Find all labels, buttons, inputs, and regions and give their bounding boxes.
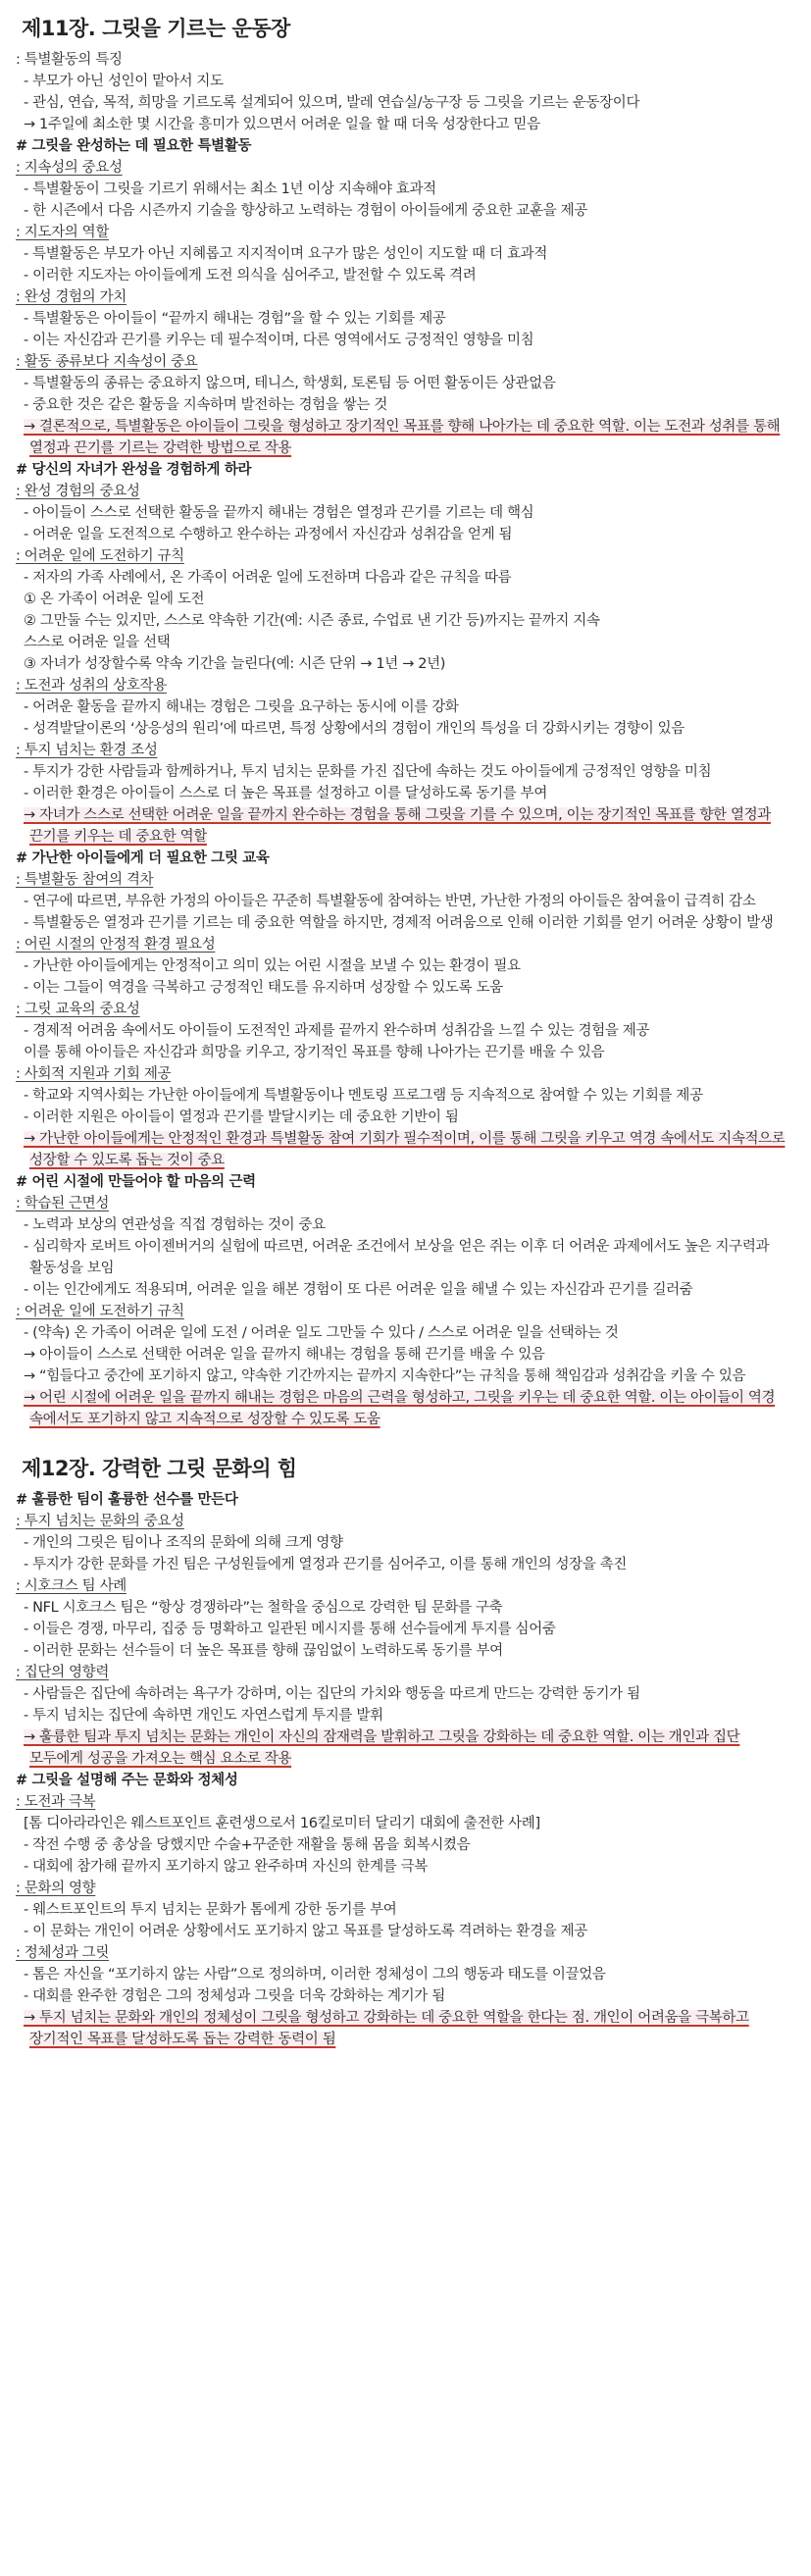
highlighted-conclusion-text: → 가난한 아이들에게는 안정적인 환경과 특별활동 참여 기회가 필수적이며, 이를 통해 그릿을 키우고 역경 속에서도 지속적으로 성장할 수 있도록 돕는 것이 중요	[24, 1131, 786, 1168]
bullet-line: - 경제적 어려움 속에서도 아이들이 도전적인 과제를 끝까지 완수하며 성취감을 느낄 수 있는 경험을 제공	[24, 1023, 650, 1039]
bullet-line: - 이러한 환경은 아이들이 스스로 더 높은 목표를 설정하고 이를 달성하도록 동기를 부여	[24, 786, 547, 801]
bullet-line: - 작전 수행 중 총상을 당했지만 수술+꾸준한 재활을 통해 몸을 회복시켰음	[24, 1837, 471, 1853]
subsection-label	[16, 545, 795, 567]
bullet-line: - 저자의 가족 사례에서, 온 가족이 어려운 일에 도전하며 다음과 같은 규칙을 따름	[24, 570, 512, 586]
chapter-title: 제11장. 그릿을 기르는 운동장	[22, 17, 290, 40]
bullet-line: - 학교와 지역사회는 가난한 아이들에게 특별활동이나 멘토링 프로그램 등 지속적으로 참여할 수 있는 기회를 제공	[24, 1088, 703, 1104]
bullet-line: - 아이들이 스스로 선택한 활동을 끝까지 해내는 경험은 열정과 끈기를 기르는 데 핵심	[24, 505, 534, 521]
bullet-line: - 특별활동이 그릿을 기르기 위해서는 최소 1년 이상 지속해야 효과적	[24, 181, 436, 197]
subsection-label-text: : 완성 경험의 중요성	[16, 484, 140, 499]
subsection-label	[16, 934, 795, 955]
section-heading: # 훌륭한 팀이 훌륭한 선수를 만든다	[16, 1492, 238, 1508]
subsection-label	[16, 1301, 795, 1322]
bullet-line: - 대회를 완주한 경험은 그의 정체성과 그릿을 더욱 강화하는 계기가 됨	[24, 1988, 445, 2004]
subsection-label	[16, 222, 795, 243]
bullet-line: - 이러한 지도자는 아이들에게 도전 의식을 심어주고, 발전할 수 있도록 격려	[24, 268, 477, 283]
bullet-line: - 어려운 활동을 끝까지 해내는 경험은 그릿을 요구하는 동시에 이를 강화	[24, 699, 459, 715]
bullet-line: - 사람들은 집단에 속하려는 욕구가 강하며, 이는 집단의 가치와 행동을 따르게 만드는 강력한 동기가 됨	[24, 1686, 640, 1702]
highlighted-conclusion	[16, 416, 795, 459]
bullet-line: - 이러한 문화는 선수들이 더 높은 목표를 향해 끊임없이 노력하도록 동기를 부여	[24, 1643, 503, 1659]
bullet-line: - 심리학자 로버트 아이젠버거의 실험에 따르면, 어려운 조건에서 보상을 얻은 쥐는 이후 더 어려운 과제에서도 높은 지구력과 활동성을 보임	[24, 1239, 770, 1276]
highlighted-conclusion-text: → 자녀가 스스로 선택한 어려운 일을 끝까지 완수하는 경험을 통해 그릿을 기를 수 있으며, 이는 장기적인 목표를 향한 열정과 끈기를 키우는 데 중요한 역할	[24, 807, 771, 845]
bullet-line: - 특별활동은 부모가 아닌 지혜롭고 지지적이며 요구가 많은 성인이 지도할 때 더 효과적	[24, 246, 547, 262]
highlighted-conclusion	[16, 1726, 795, 1770]
subsection-label-text: : 지속성의 중요성	[16, 160, 123, 176]
bullet-line: - 특별활동은 아이들이 “끝까지 해내는 경험”을 할 수 있는 기회를 제공	[24, 311, 446, 327]
bullet-line: ② 그만둘 수는 있지만, 스스로 약속한 기간(예: 시즌 종료, 수업료 낸 기간 등)까지는 끝까지 지속	[24, 613, 600, 629]
subsection-label	[16, 157, 795, 179]
subsection-label-text: : 도전과 성취의 상호작용	[16, 678, 167, 694]
bullet-line: - 부모가 아닌 성인이 맡아서 지도	[24, 74, 224, 89]
subsection-label	[16, 1791, 795, 1813]
bullet-line: → 1주일에 최소한 몇 시간을 흥미가 있으면서 어려운 일을 할 때 더욱 성장한다고 믿음	[24, 117, 540, 132]
subsection-label-text: : 완성 경험의 가치	[16, 289, 127, 305]
subsection-label-text: : 그릿 교육의 중요성	[16, 1002, 140, 1017]
subsection-label-text: : 문화의 영향	[16, 1880, 96, 1896]
bullet-line: - 어려운 일을 도전적으로 수행하고 완수하는 과정에서 자신감과 성취감을 얻게 됨	[24, 527, 513, 542]
bullet-line: ③ 자녀가 성장할수록 약속 기간을 늘린다(예: 시즌 단위 → 1년 → 2년)	[24, 656, 446, 672]
section-heading: # 그릿을 설명해 주는 문화와 정체성	[16, 1773, 238, 1788]
subsection-label-text: : 특별활동 참여의 격차	[16, 872, 154, 888]
subsection-label	[16, 1878, 795, 1899]
bullet-line: - 이는 자신감과 끈기를 키우는 데 필수적이며, 다른 영역에서도 긍정적인 영향을 미침	[24, 333, 534, 348]
bullet-line: ① 온 가족이 어려운 일에 도전	[24, 592, 205, 607]
subsection-label	[16, 1193, 795, 1214]
bullet-line: → “힘들다고 중간에 포기하지 않고, 약속한 기간까지는 끝까지 지속한다”는 규칙을 통해 책임감과 성취감을 키울 수 있음	[24, 1368, 746, 1384]
section-heading: # 그릿을 완성하는 데 필요한 특별활동	[16, 138, 252, 154]
subsection-label	[16, 740, 795, 761]
bullet-line: - 웨스트포인트의 투지 넘치는 문화가 톰에게 강한 동기를 부여	[24, 1902, 397, 1918]
subsection-label	[16, 1942, 795, 1964]
section-heading: # 어린 시절에 만들어야 할 마음의 근력	[16, 1174, 256, 1190]
bullet-line: - (약속) 온 가족이 어려운 일에 도전 / 어려운 일도 그만둘 수 있다 / 스스로 어려운 일을 선택하는 것	[24, 1325, 619, 1341]
bullet-line: - 한 시즌에서 다음 시즌까지 기술을 향상하고 노력하는 경험이 아이들에게 중요한 교훈을 제공	[24, 203, 587, 219]
bullet-line: - 관심, 연습, 목적, 희망을 기르도록 설계되어 있으며, 발레 연습실/농구장 등 그릿을 기르는 운동장이다	[24, 95, 640, 111]
subsection-label-text: : 활동 종류보다 지속성이 중요	[16, 354, 198, 370]
highlighted-conclusion-text: → 결론적으로, 특별활동은 아이들이 그릿을 형성하고 장기적인 목표를 향해 나아가는 데 중요한 역할. 이는 도전과 성취를 통해 열정과 끈기를 기르는 강력한 방법으로 작용	[24, 419, 781, 456]
highlighted-conclusion-text: → 투지 넘치는 문화와 개인의 정체성이 그릿을 형성하고 강화하는 데 중요한 역할을 한다는 점. 개인이 어려움을 극복하고 장기적인 목표를 달성하도록 돕는 강력한 동력이 됨	[24, 2010, 749, 2047]
subsection-label-text: : 어린 시절의 안정적 환경 필요성	[16, 937, 216, 953]
subsection-label-text: : 투지 넘치는 문화의 중요성	[16, 1514, 184, 1529]
bullet-line: - 중요한 것은 같은 활동을 지속하며 발전하는 경험을 쌓는 것	[24, 397, 387, 413]
subsection-label	[16, 869, 795, 891]
subsection-label	[16, 999, 795, 1020]
bullet-line: - 톰은 자신을 “포기하지 않는 사람”으로 정의하며, 이러한 정체성이 그의 행동과 태도를 이끌었음	[24, 1967, 606, 1983]
subsection-label-text: : 시호크스 팀 사례	[16, 1578, 127, 1594]
section-heading: # 가난한 아이들에게 더 필요한 그릿 교육	[16, 850, 270, 866]
bullet-line: - 이들은 경쟁, 마무리, 집중 등 명확하고 일관된 메시지를 통해 선수들에게 투지를 심어줌	[24, 1622, 556, 1637]
subsection-label	[16, 1662, 795, 1683]
highlighted-conclusion	[16, 1128, 795, 1171]
bullet-line: [톰 디아라라인은 웨스트포인트 훈련생으로서 16킬로미터 달리기 대회에 출전한 사례]	[24, 1816, 540, 1831]
bullet-line: - 성격발달이론의 ‘상응성의 원리’에 따르면, 특정 상황에서의 경험이 개인의 특성을 더 강화시키는 경향이 있음	[24, 721, 684, 737]
subsection-label-text: : 사회적 지원과 기회 제공	[16, 1066, 172, 1082]
bullet-line: - 개인의 그릿은 팀이나 조직의 문화에 의해 크게 영향	[24, 1535, 343, 1551]
highlighted-conclusion-text: → 훌륭한 팀과 투지 넘치는 문화는 개인이 자신의 잠재력을 발휘하고 그릿을 강화하는 데 중요한 역할. 이는 개인과 집단 모두에게 성공을 가져오는 핵심 요소로 작용	[24, 1729, 740, 1767]
subsection-label	[16, 675, 795, 696]
subsection-label	[16, 481, 795, 502]
bullet-line: → 아이들이 스스로 선택한 어려운 일을 끝까지 해내는 경험을 통해 끈기를 배울 수 있음	[24, 1347, 545, 1363]
highlighted-conclusion	[16, 1387, 795, 1430]
subsection-label	[16, 1575, 795, 1597]
bullet-line: - 이러한 지원은 아이들이 열정과 끈기를 발달시키는 데 중요한 기반이 됨	[24, 1109, 459, 1125]
highlighted-conclusion	[16, 804, 795, 848]
highlighted-conclusion	[16, 2007, 795, 2050]
bullet-line: - 이 문화는 개인이 어려운 상황에서도 포기하지 않고 목표를 달성하도록 격려하는 환경을 제공	[24, 1924, 587, 1939]
subsection-label-text: : 집단의 영향력	[16, 1665, 109, 1680]
bullet-line: 스스로 어려운 일을 선택	[24, 635, 171, 650]
bullet-line: - NFL 시호크스 팀은 “항상 경쟁하라”는 철학을 중심으로 강력한 팀 문화를 구축	[24, 1600, 503, 1616]
subsection-label	[16, 1511, 795, 1532]
subsection-label-text: : 지도자의 역할	[16, 225, 109, 240]
bullet-line: - 연구에 따르면, 부유한 가정의 아이들은 꾸준히 특별활동에 참여하는 반면, 가난한 가정의 아이들은 참여율이 급격히 감소	[24, 894, 756, 909]
bullet-line: - 이는 인간에게도 적용되며, 어려운 일을 해본 경험이 또 다른 어려운 일을 해낼 수 있는 자신감과 끈기를 길러줌	[24, 1282, 693, 1298]
bullet-line: - 특별활동은 열정과 끈기를 기르는 데 중요한 역할을 하지만, 경제적 어려움으로 인해 이러한 기회를 얻기 어려운 상황이 발생	[24, 915, 774, 931]
highlighted-conclusion-text: → 어린 시절에 어려운 일을 끝까지 해내는 경험은 마음의 근력을 형성하고, 그릿을 키우는 데 중요한 역할. 이는 아이들이 역경 속에서도 포기하지 않고 지속적으로 성장할 수 있도록 도움	[24, 1390, 776, 1427]
bullet-line: - 특별활동의 종류는 중요하지 않으며, 테니스, 학생회, 토론팀 등 어떤 활동이든 상관없음	[24, 376, 556, 391]
subsection-label-text: : 어려운 일에 도전하기 규칙	[16, 548, 184, 564]
text-line: : 특별활동의 특징	[16, 52, 123, 68]
subsection-label-text: : 정체성과 그릿	[16, 1945, 109, 1961]
bullet-line: - 투지가 강한 문화를 가진 팀은 구성원들에게 열정과 끈기를 심어주고, 이를 통해 개인의 성장을 촉진	[24, 1557, 628, 1572]
bullet-line: - 투지가 강한 사람들과 함께하거나, 투지 넘치는 문화를 가진 집단에 속하는 것도 아이들에게 긍정적인 영향을 미침	[24, 764, 712, 780]
subsection-label-text: : 투지 넘치는 환경 조성	[16, 743, 158, 758]
bullet-line: - 노력과 보상의 연관성을 직접 경험하는 것이 중요	[24, 1217, 326, 1233]
bullet-line: 이를 통해 아이들은 자신감과 희망을 키우고, 장기적인 목표를 향해 나아가는 끈기를 배울 수 있음	[24, 1045, 605, 1060]
bullet-line: - 투지 넘치는 집단에 속하면 개인도 자연스럽게 투지를 발휘	[24, 1708, 383, 1724]
chapter-title: 제12장. 강력한 그릿 문화의 힘	[22, 1457, 297, 1480]
subsection-label-text: : 도전과 극복	[16, 1794, 96, 1810]
bullet-line: - 이는 그들이 역경을 극복하고 긍정적인 태도를 유지하며 성장할 수 있도록 도움	[24, 980, 503, 996]
section-heading: # 당신의 자녀가 완성을 경험하게 하라	[16, 462, 252, 478]
subsection-label	[16, 1063, 795, 1085]
bullet-line: - 가난한 아이들에게는 안정적이고 의미 있는 어린 시절을 보낼 수 있는 환경이 필요	[24, 958, 521, 974]
subsection-label	[16, 351, 795, 373]
subsection-label-text: : 학습된 근면성	[16, 1196, 109, 1211]
bullet-line: - 대회에 참가해 끝까지 포기하지 않고 완주하며 자신의 한계를 극복	[24, 1859, 428, 1875]
subsection-label	[16, 286, 795, 308]
subsection-label-text: : 어려운 일에 도전하기 규칙	[16, 1304, 184, 1319]
